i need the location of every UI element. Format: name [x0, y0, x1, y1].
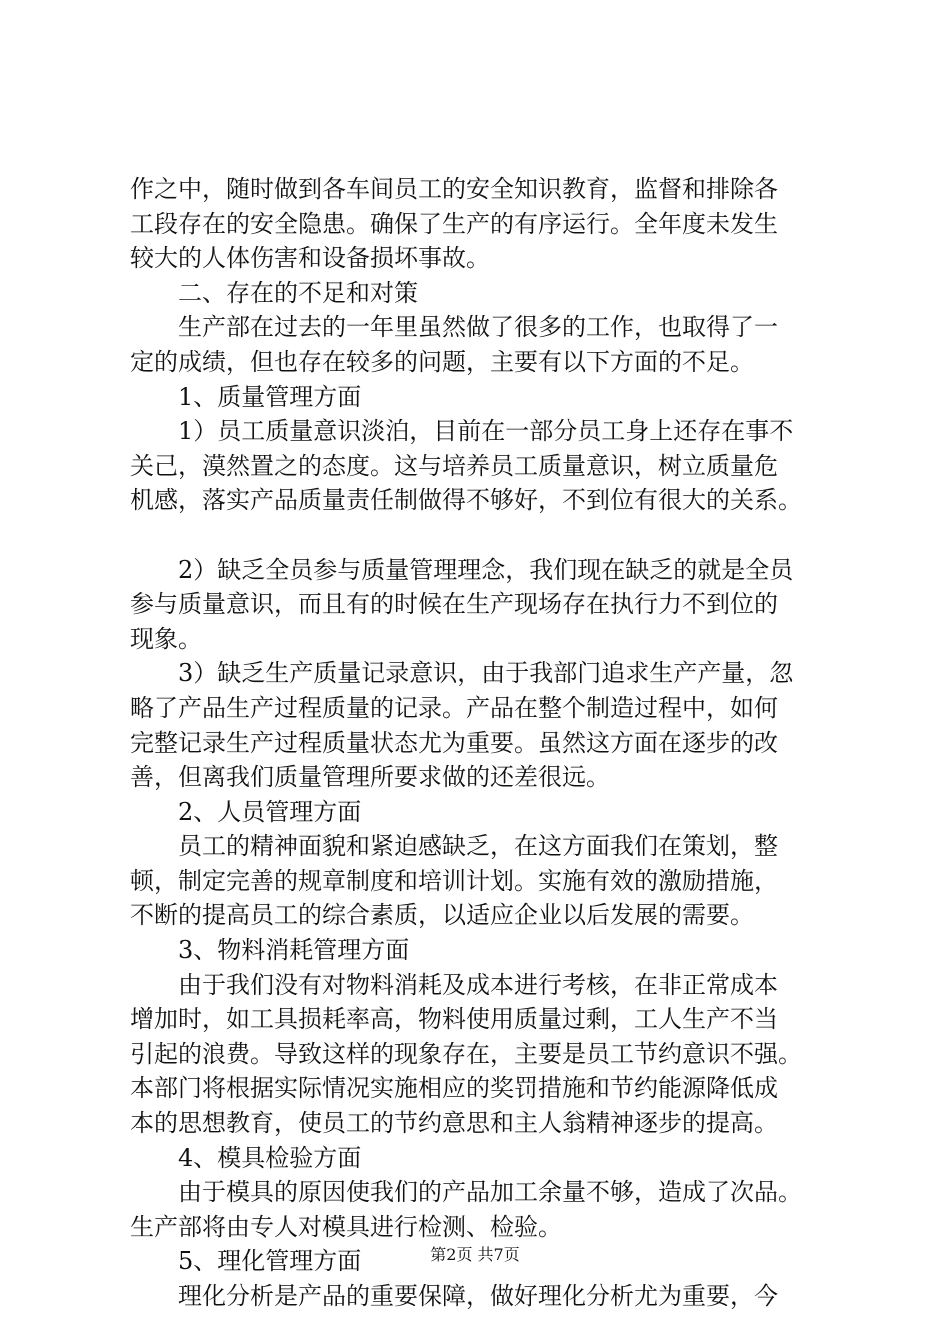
text-line: 本部门将根据实际情况实施相应的奖罚措施和节约能源降低成: [130, 1074, 778, 1103]
text-line: 关己，漠然置之的态度。这与培养员工质量意识，树立质量危: [130, 451, 778, 480]
text-line: 作之中，随时做到各车间员工的安全知识教育，监督和排除各: [130, 175, 778, 203]
text-line: 员工的精神面貌和紧迫感缺乏，在这方面我们在策划，整: [178, 832, 778, 861]
blank-line: [130, 518, 830, 553]
text-line: 3）缺乏生产质量记录意识，由于我部门追求生产产量，忽: [178, 659, 794, 688]
text-line: 工段存在的安全隐患。确保了生产的有序运行。全年度未发生: [130, 209, 778, 238]
text-line: 增加时，如工具损耗率高，物料使用质量过剩，工人生产不当: [130, 1005, 778, 1034]
text-line: 2）缺乏全员参与质量管理理念，我们现在缺乏的就是全员: [178, 555, 794, 584]
text-line: 生产部在过去的一年里虽然做了很多的工作，也取得了一: [178, 313, 778, 342]
text-line: 机感，落实产品质量责任制做得不够好，不到位有很大的关系。: [130, 486, 802, 515]
text-line: 现象。: [130, 624, 202, 653]
text-line: 顿，制定完善的规章制度和培训计划。实施有效的激励措施，: [130, 866, 778, 895]
text-line: 定的成绩，但也存在较多的问题，主要有以下方面的不足。: [130, 347, 754, 376]
text-line: 引起的浪费。导致这样的现象存在，主要是员工节约意识不强。: [130, 1039, 802, 1068]
text-line: 1）员工质量意识淡泊，目前在一部分员工身上还存在事不: [178, 417, 794, 446]
text-line: 生产部将由专人对模具进行检测、检验。: [130, 1212, 562, 1241]
text-line: 4、模具检验方面: [178, 1143, 362, 1172]
text-line: 不断的提高员工的综合素质，以适应企业以后发展的需要。: [130, 901, 754, 930]
text-line: 完整记录生产过程质量状态尤为重要。虽然这方面在逐步的改: [130, 728, 778, 757]
text-line: 善，但离我们质量管理所要求做的还差很远。: [130, 763, 610, 792]
page-footer: 第2页 共7页: [430, 1245, 520, 1264]
text-line: 5、理化管理方面: [178, 1247, 362, 1276]
text-line: 由于我们没有对物料消耗及成本进行考核，在非正常成本: [178, 970, 778, 999]
text-line: 本的思想教育，使员工的节约意思和主人翁精神逐步的提高。: [130, 1109, 778, 1138]
text-line: 3、物料消耗管理方面: [178, 936, 410, 965]
text-line: 理化分析是产品的重要保障，做好理化分析尤为重要，今: [178, 1282, 778, 1310]
text-line: 由于模具的原因使我们的产品加工余量不够，造成了次品。: [178, 1178, 802, 1207]
text-line: 2、人员管理方面: [178, 797, 362, 826]
text-line: 较大的人体伤害和设备损坏事故。: [130, 244, 490, 273]
text-line: 二、存在的不足和对策: [178, 278, 418, 307]
text-line: 参与质量意识，而且有的时候在生产现场存在执行力不到位的: [130, 590, 778, 619]
text-line: 略了产品生产过程质量的记录。产品在整个制造过程中，如何: [130, 693, 778, 722]
document-body: [130, 172, 830, 1314]
text-line: 1、质量管理方面: [178, 382, 362, 411]
